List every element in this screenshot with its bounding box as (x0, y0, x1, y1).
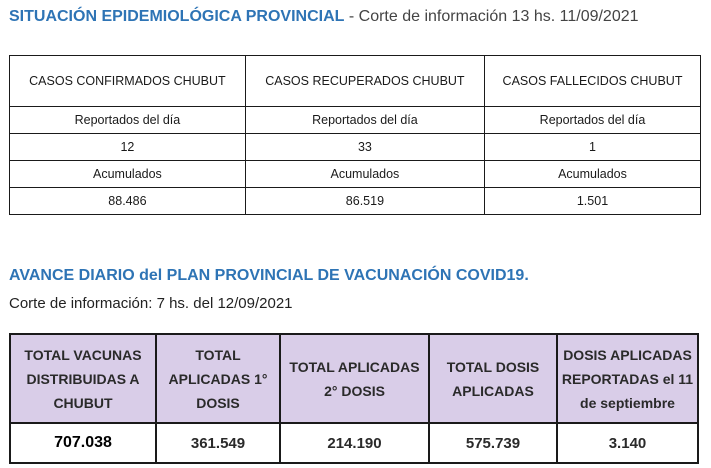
daily-label-deceased: Reportados del día (485, 107, 701, 134)
vaccination-header-row (10, 334, 698, 423)
first-dose-header-line: APLICADAS 1° (168, 370, 268, 387)
cumulative-recovered-value: 86.519 (245, 188, 484, 215)
reported-doses-header-line: REPORTADAS el 11 (561, 370, 694, 387)
first-dose-header (156, 334, 280, 423)
total-doses-value: 575.739 (429, 423, 557, 463)
vaccination-cutoff: Corte de información: 7 hs. del 12/09/2021 (9, 295, 293, 312)
cumulative-values-row (10, 188, 701, 215)
second-dose-header-line: 2° DOSIS (324, 382, 385, 399)
second-dose-value: 214.190 (280, 423, 429, 463)
vaccination-values-row (10, 423, 698, 463)
reported-doses-header-line: de septiembre (580, 394, 675, 411)
total-doses-header-line: APLICADAS (452, 382, 534, 399)
cumulative-deceased-value: 1.501 (485, 188, 701, 215)
cumulative-label-row (10, 161, 701, 188)
total-doses-header-line: TOTAL DOSIS (446, 358, 540, 375)
daily-label-row (10, 107, 701, 134)
first-dose-value: 361.549 (156, 423, 280, 463)
epidemiological-title-main: SITUACIÓN EPIDEMIOLÓGICA PROVINCIAL (9, 8, 345, 25)
first-dose-header-line: TOTAL (195, 346, 241, 363)
deceased-header: CASOS FALLECIDOS CHUBUT (485, 56, 701, 107)
daily-deceased-value: 1 (485, 134, 701, 161)
cumulative-confirmed-value: 88.486 (10, 188, 246, 215)
reported-doses-header (557, 334, 698, 423)
distributed-header-line: DISTRIBUIDAS A (26, 370, 140, 387)
first-dose-header-line: DOSIS (196, 394, 240, 411)
confirmed-header: CASOS CONFIRMADOS CHUBUT (10, 56, 246, 107)
vaccination-title: AVANCE DIARIO del PLAN PROVINCIAL DE VACUNACIÓN COVID19. (9, 267, 529, 284)
cumulative-label-deceased: Acumulados (485, 161, 701, 188)
vaccination-table (9, 333, 699, 464)
cases-header-row (10, 56, 701, 107)
cases-table (9, 55, 701, 215)
distributed-value: 707.038 (10, 423, 156, 463)
reported-doses-value: 3.140 (557, 423, 698, 463)
daily-values-row (10, 134, 701, 161)
distributed-header-line: CHUBUT (53, 394, 113, 411)
epidemiological-title (9, 8, 639, 26)
daily-label-recovered: Reportados del día (245, 107, 484, 134)
cumulative-label-confirmed: Acumulados (10, 161, 246, 188)
daily-recovered-value: 33 (245, 134, 484, 161)
second-dose-header-line: TOTAL APLICADAS (289, 358, 420, 375)
total-doses-header (429, 334, 557, 423)
reported-doses-header-line: DOSIS APLICADAS (563, 346, 692, 363)
daily-confirmed-value: 12 (10, 134, 246, 161)
epidemiological-cutoff: - Corte de información 13 hs. 11/09/2021 (344, 8, 639, 25)
daily-label-confirmed: Reportados del día (10, 107, 246, 134)
second-dose-header (280, 334, 429, 423)
distributed-header-line: TOTAL VACUNAS (24, 346, 142, 363)
distributed-header (10, 334, 156, 423)
cumulative-label-recovered: Acumulados (245, 161, 484, 188)
recovered-header: CASOS RECUPERADOS CHUBUT (245, 56, 484, 107)
